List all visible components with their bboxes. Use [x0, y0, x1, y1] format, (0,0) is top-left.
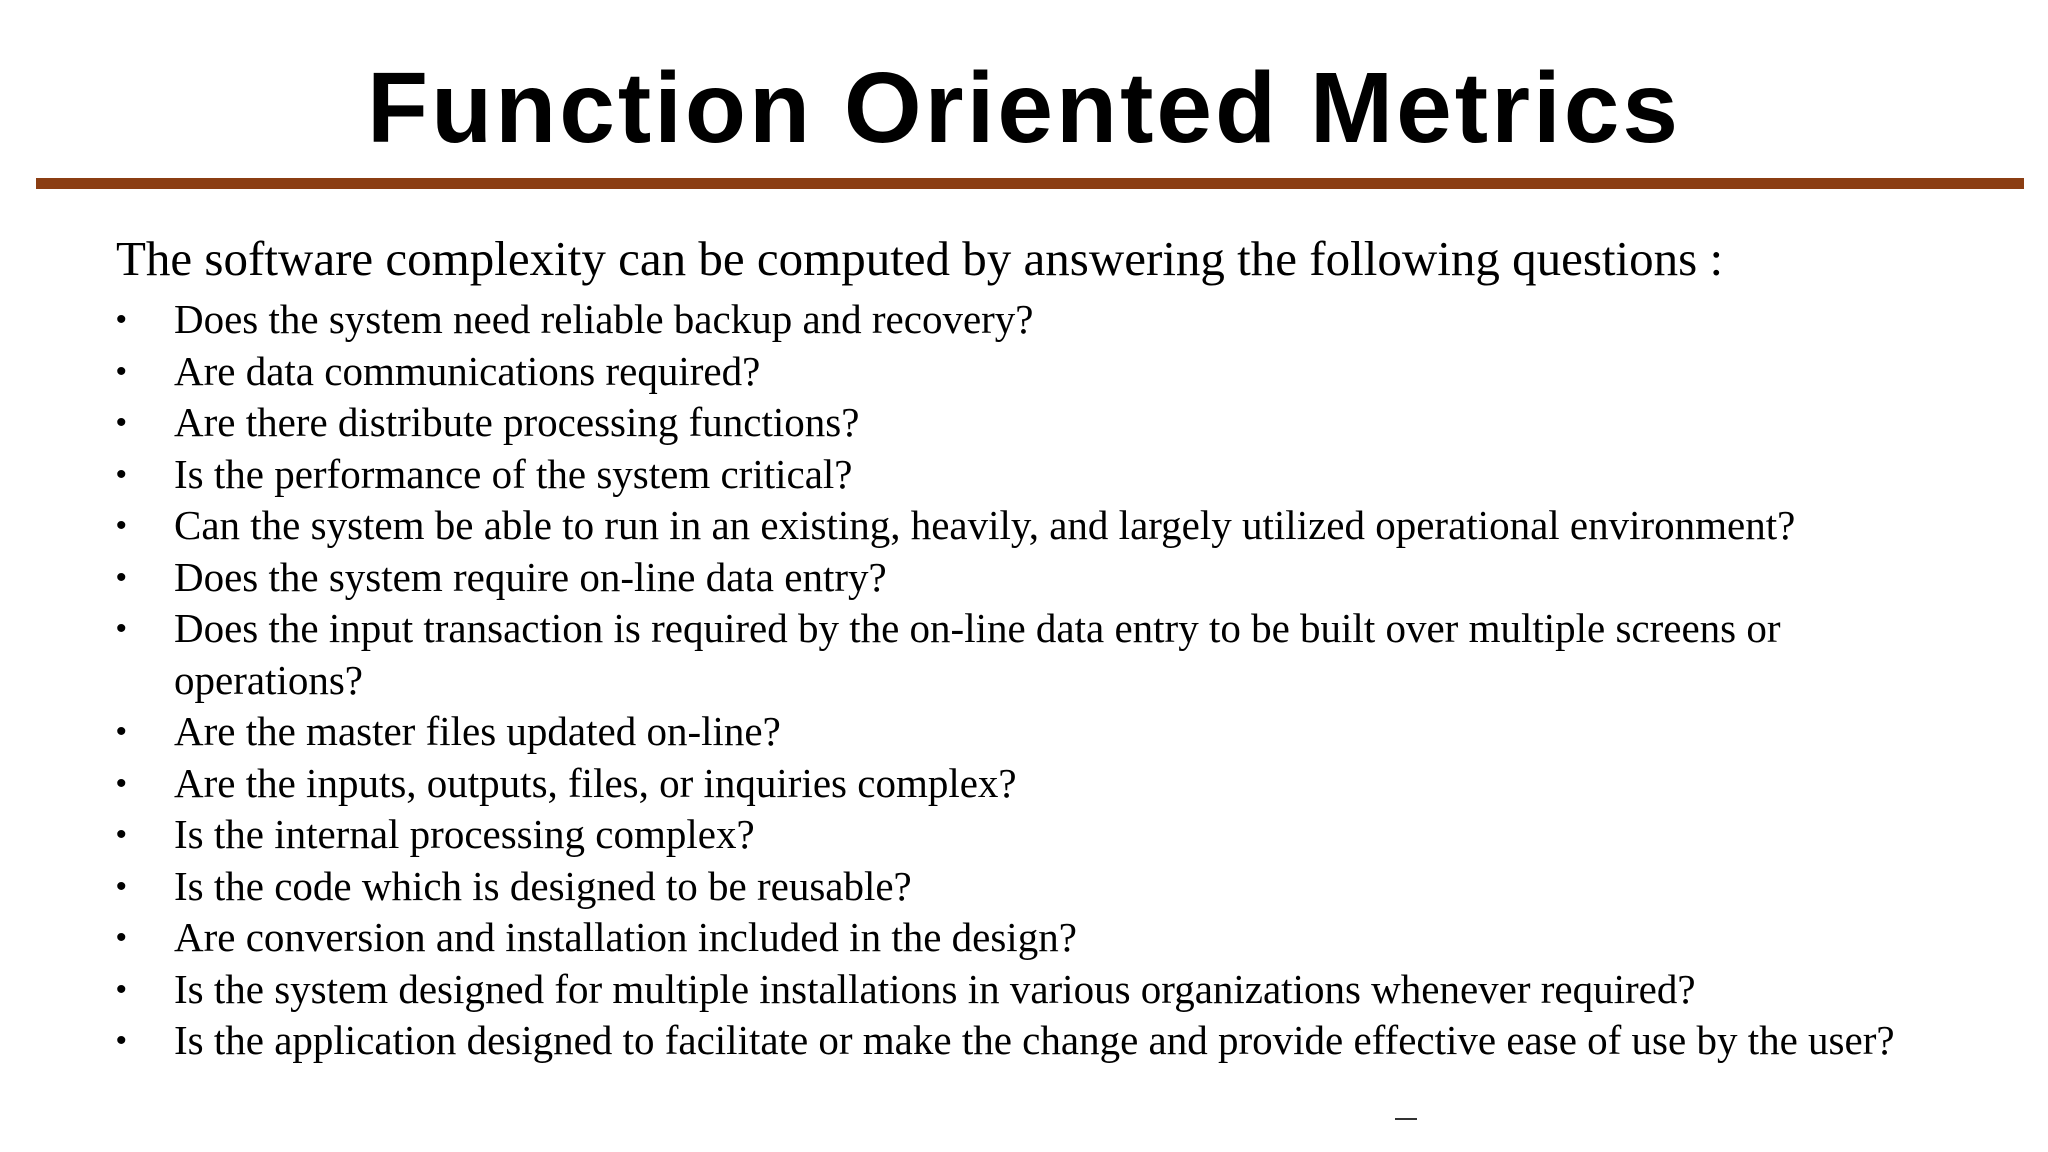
- list-item: [116, 706, 1976, 758]
- list-item-text: Are the master files updated on-line?: [174, 708, 781, 754]
- list-item-text: Is the performance of the system critical?: [174, 450, 853, 497]
- bullet-icon: •: [116, 715, 127, 748]
- page-number-mark: [1395, 1118, 1417, 1120]
- bullet-icon: •: [116, 406, 127, 439]
- list-item: [116, 1015, 1976, 1067]
- list-item: [116, 500, 1976, 552]
- list-item-text: Are conversion and installation included in the design?: [174, 914, 1077, 960]
- list-item-text: Is the code which is designed to be reusable?: [174, 862, 912, 909]
- list-item-text: Does the system require on-line data entry?: [174, 553, 887, 600]
- list-item-text: Does the input transaction is required by the on-line data entry to be built over multiple screens or operations?: [174, 605, 1781, 703]
- bullet-icon: •: [116, 1024, 127, 1057]
- bullet-icon: •: [116, 509, 127, 542]
- bullet-icon: •: [116, 766, 127, 800]
- bullet-icon: •: [116, 560, 127, 594]
- bullet-icon: •: [116, 612, 127, 645]
- list-item: [116, 397, 1976, 449]
- list-item-text: Is the application designed to facilitate or make the change and provide effective ease of use by the user?: [174, 1017, 1895, 1063]
- list-item: [116, 964, 1976, 1016]
- list-item-text: Is the internal processing complex?: [174, 811, 755, 857]
- list-item: [116, 552, 1976, 604]
- list-item-text: Are data communications required?: [174, 347, 761, 394]
- bullet-icon: •: [116, 354, 127, 388]
- list-item: [116, 346, 1976, 398]
- list-item-text: Is the system designed for multiple installations in various organizations whenever required?: [174, 965, 1696, 1012]
- question-list: [116, 294, 1976, 1067]
- list-item: [116, 861, 1976, 913]
- slide-title: Function Oriented Metrics: [366, 52, 1681, 164]
- title-divider: [36, 178, 2024, 189]
- bullet-icon: •: [116, 869, 127, 903]
- list-item: [116, 294, 1976, 346]
- list-item-text: Are the inputs, outputs, files, or inquiries complex?: [174, 759, 1017, 806]
- list-item-text: Can the system be able to run in an existing, heavily, and largely utilized operational environment?: [174, 502, 1796, 548]
- list-item: [116, 809, 1976, 861]
- list-item: [116, 912, 1976, 964]
- bullet-icon: •: [116, 818, 127, 851]
- list-item: [116, 758, 1976, 810]
- bullet-icon: •: [116, 457, 127, 491]
- list-item: [116, 449, 1976, 501]
- bullet-icon: •: [116, 972, 127, 1006]
- list-item-text: Does the system need reliable backup and recovery?: [174, 296, 1034, 342]
- list-item: [116, 603, 1976, 706]
- bullet-icon: •: [116, 303, 127, 336]
- slide-body: [116, 224, 1976, 1067]
- list-item-text: Are there distribute processing functions?: [174, 399, 860, 445]
- bullet-icon: •: [116, 921, 127, 954]
- intro-text: The software complexity can be computed by answering the following questions :: [116, 231, 1724, 286]
